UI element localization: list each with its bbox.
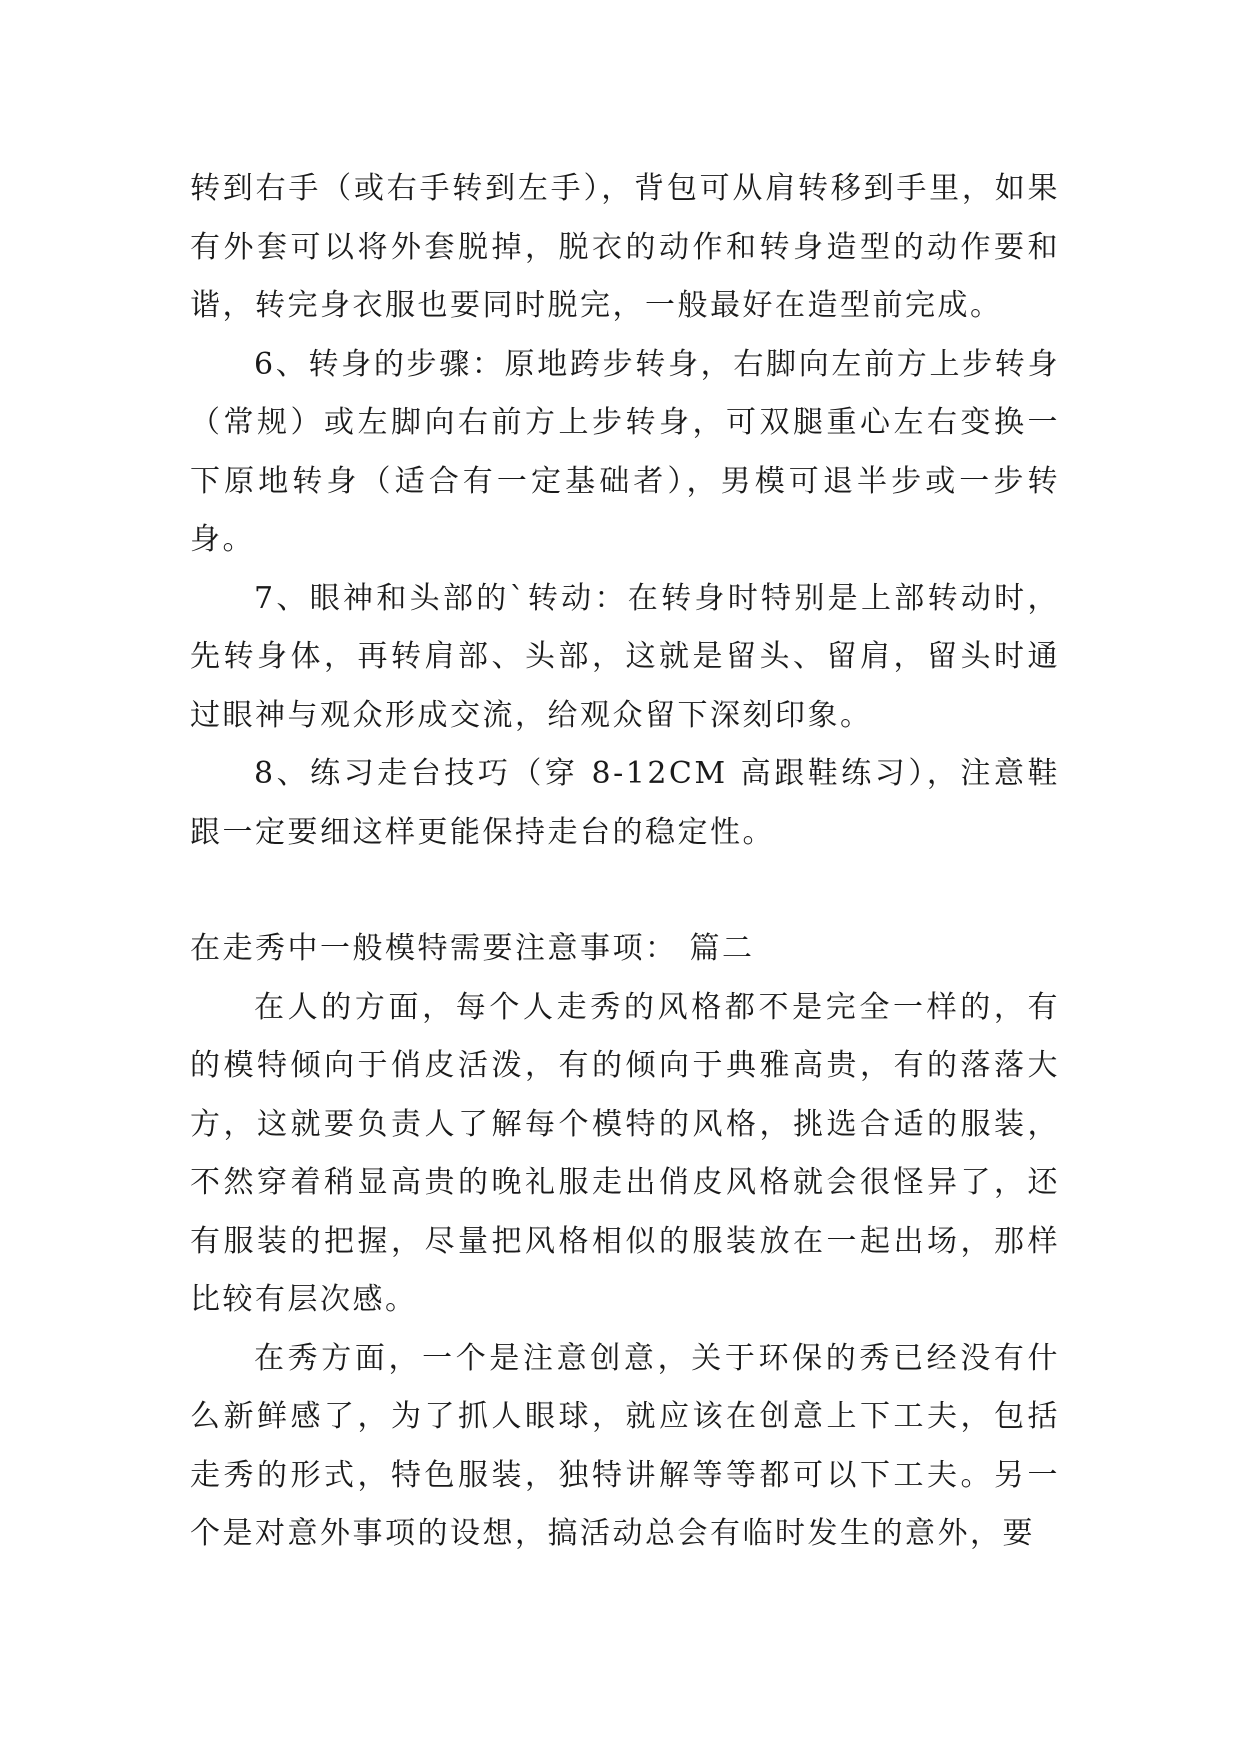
paragraph-step-8: 8、练习走台技巧（穿 8-12CM 高跟鞋练习），注意鞋跟一定要细这样更能保持走台的稳定性。 xyxy=(190,756,1060,850)
document-body xyxy=(190,160,1060,1564)
section-spacer xyxy=(190,862,1060,920)
paragraph-step-7: 7、眼神和头部的`转动：在转身时特别是上部转动时，先转身体，再转肩部、头部，这就是留头、留肩，留头时通过眼神与观众形成交流，给观众留下深刻印象。 xyxy=(190,580,1060,733)
paragraph-continuation: 转到右手（或右手转到左手），背包可从肩转移到手里，如果有外套可以将外套脱掉，脱衣的动作和转身造型的动作要和谐，转完身衣服也要同时脱完，一般最好在造型前完成。 xyxy=(190,171,1060,323)
paragraph-show: 在秀方面，一个是注意创意，关于环保的秀已经没有什么新鲜感了，为了抓人眼球，就应该在创意上下工夫，包括走秀的形式，特色服装，独特讲解等等都可以下工夫。另一个是对意外事项的设想，搞活动总会有临时发生的意外，要 xyxy=(190,1340,1060,1551)
paragraph-step-6: 6、转身的步骤：原地跨步转身，右脚向左前方上步转身（常规）或左脚向右前方上步转身，可双腿重心左右变换一下原地转身（适合有一定基础者），男模可退半步或一步转身。 xyxy=(190,346,1060,557)
paragraph-people: 在人的方面，每个人走秀的风格都不是完全一样的，有的模特倾向于俏皮活泼，有的倾向于典雅高贵，有的落落大方，这就要负责人了解每个模特的风格，挑选合适的服装，不然穿着稍显高贵的晚礼服走出俏皮风格就会很怪异了，还有服装的把握，尽量把风格相似的服装放在一起出场，那样比较有层次感。 xyxy=(190,989,1060,1317)
section-heading: 在走秀中一般模特需要注意事项： 篇二 xyxy=(190,931,755,966)
